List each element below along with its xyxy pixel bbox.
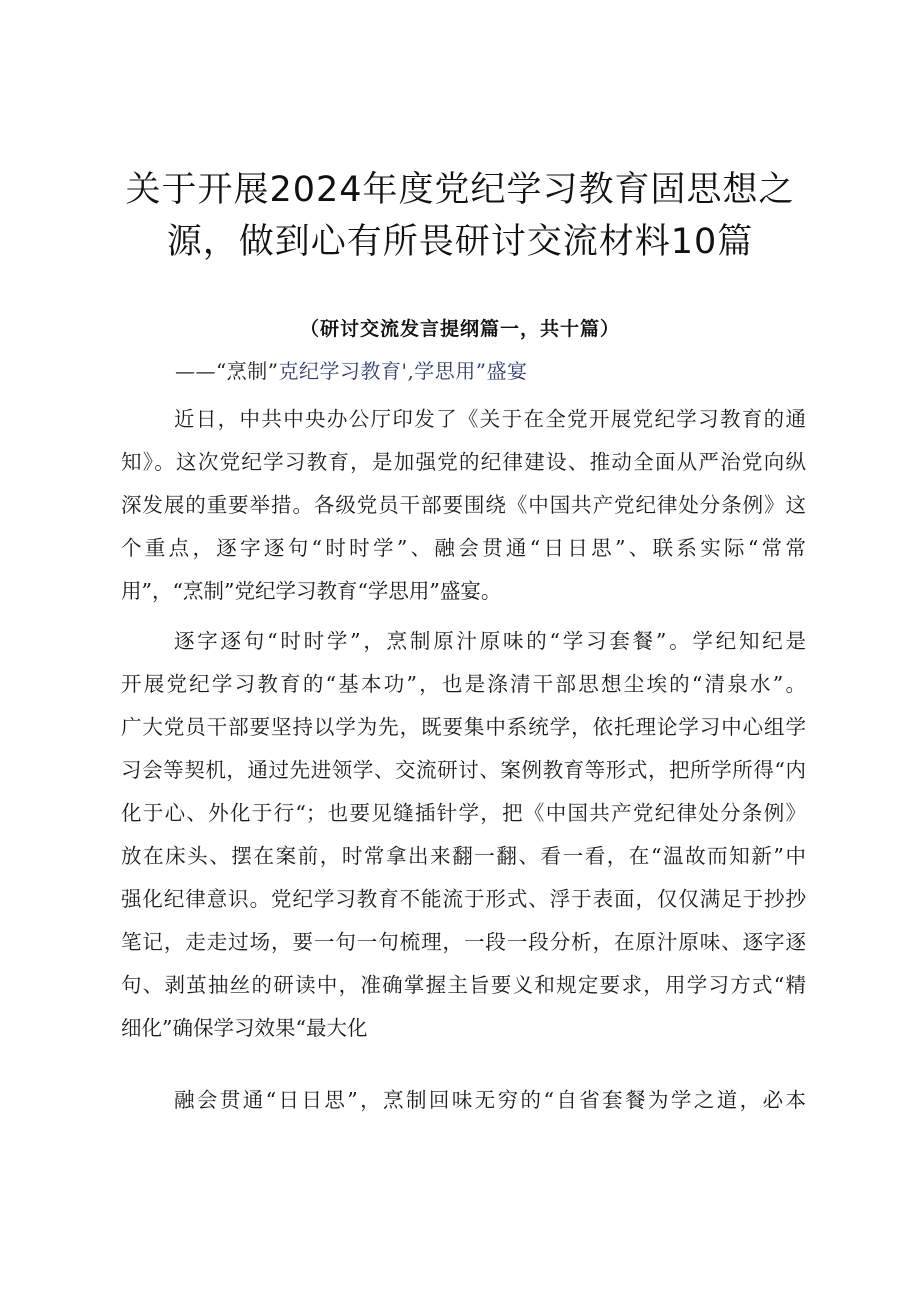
tagline-prefix: ——“烹制” — [175, 359, 279, 383]
paragraph-2-line-7: 强化纪律意识。党纪学习教育不能流于形式、浮于表面，仅仅满足于抄抄 — [121, 887, 806, 911]
paragraph-2-line-8: 笔记，走走过场，要一句一句梳理，一段一段分析，在原汁原味、逐字逐 — [121, 930, 806, 954]
paragraph-2-line-4: 习会等契机，通过先进领学、交流研讨、案例教育等形式，把所学所得“内 — [121, 758, 806, 782]
section-subheading: （研讨交流发言提纲篇一，共十篇） — [299, 318, 620, 340]
paragraph-2-line-5: 化于心、外化于行“；也要见缝插针学，把《中国共产党纪律处分条例》 — [121, 801, 806, 825]
paragraph-2-line-9: 句、剥茧抽丝的研读中，准确掌握主旨要义和规定要求，用学习方式“精 — [121, 973, 806, 997]
paragraph-2-line-6: 放在床头、摆在案前，时常拿出来翻一翻、看一看，在“温故而知新”中 — [121, 844, 806, 868]
paragraph-2-line-10: 细化”确保学习效果“最大化 — [121, 1016, 368, 1040]
paragraph-1-line-3: 深发展的重要举措。各级党员干部要围绕《中国共产党纪律处分条例》这 — [121, 493, 806, 517]
paragraph-2-line-3: 广大党员干部要坚持以学为先，既要集中系统学，依托理论学习中心组学 — [121, 715, 806, 739]
paragraph-3-line-1: 融会贯通“日日思”，烹制回味无穷的“自省套餐为学之道，必本 — [174, 1088, 806, 1112]
document-title-line-1: 关于开展2024年度党纪学习教育固思想之 — [125, 170, 795, 210]
paragraph-1-line-2: 知》。这次党纪学习教育，是加强党的纪律建设、推动全面从严治党向纵 — [121, 450, 806, 474]
paragraph-2-line-1: 逐字逐句“时时学”，烹制原汁原味的“学习套餐”。学纪知纪是 — [174, 629, 806, 653]
paragraph-2-line-2: 开展党纪学习教育的“基本功”，也是涤清干部思想尘埃的“清泉水”。 — [121, 672, 806, 696]
document-title-line-2: 源，做到心有所畏研讨交流材料10篇 — [166, 222, 754, 262]
section-tagline — [175, 355, 528, 384]
paragraph-1-line-4: 个重点，逐字逐句“时时学”、融会贯通“日日思”、联系实际“常常 — [121, 536, 806, 560]
paragraph-1-line-1: 近日，中共中央办公厅印发了《关于在全党开展党纪学习教育的通 — [174, 407, 806, 431]
tagline-highlight: 克纪学习教育',学思用”盛宴 — [278, 359, 528, 383]
paragraph-1-line-5: 用”，“烹制”党纪学习教育“学思用”盛宴。 — [121, 579, 502, 603]
